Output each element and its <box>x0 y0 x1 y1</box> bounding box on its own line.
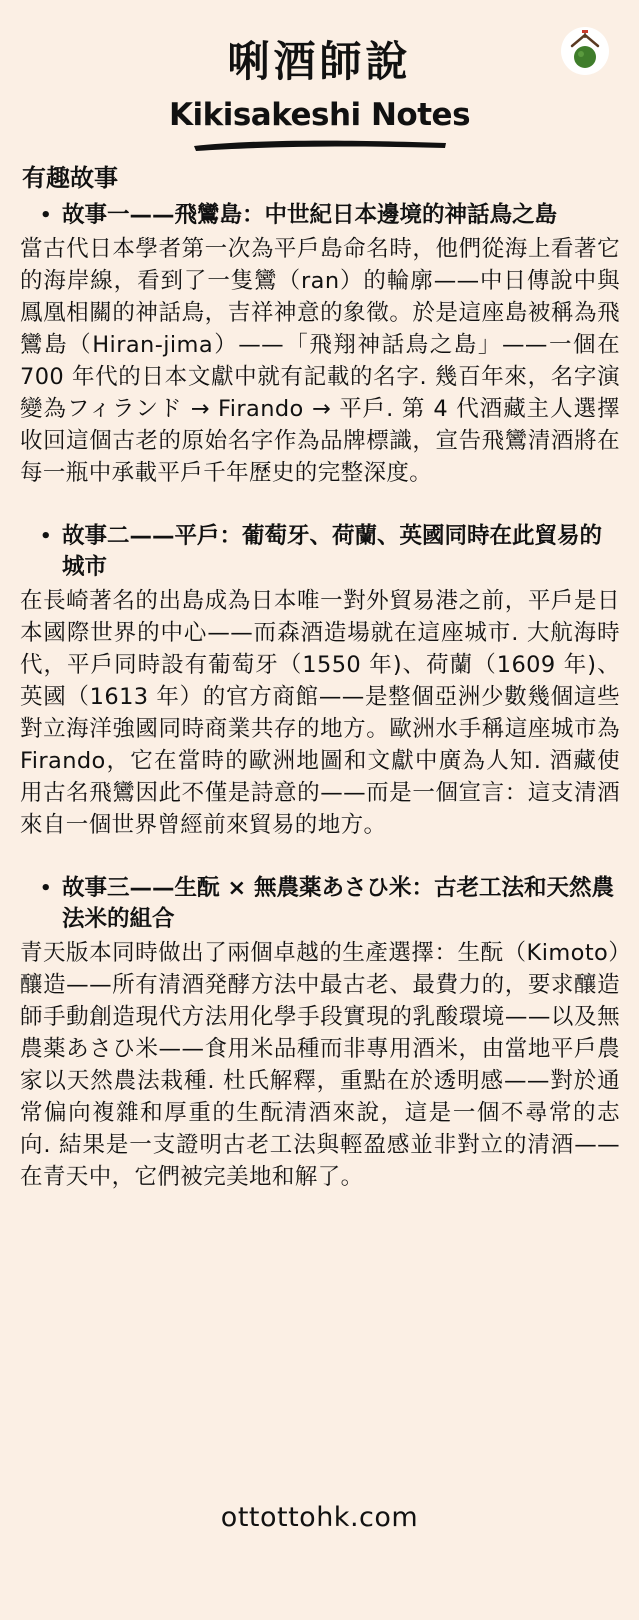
page-header <box>0 0 639 165</box>
story-3 <box>20 873 620 1193</box>
story-heading <box>20 521 620 583</box>
story-title: 故事三——生酛 × 無農薬あさひ米：古老工法和天然農法米的組合 <box>62 875 615 932</box>
bullet-icon: • <box>40 205 52 226</box>
story-2 <box>20 521 620 841</box>
story-body: 青天版本同時做出了兩個卓越的生產選擇：生酛（Kimoto）釀造——所有清酒発酵方法中最古老、最費力的，要求釀造師手動創造現代方法用化學手段實現的乳酸環境——以及無農薬あさひ米——食用米品種而非專用酒米，由當地平戶農家以天然農法栽種. 杜氏解釋，重點在於透明感——對於通常偏向複雜和厚重的生酛清酒來說，這是一個不尋常的志向. 結果是一支證明古老工法與輕盈感並非對立的清酒——在青天中，它們被完美地和解了。 <box>20 940 620 1190</box>
house-with-sake-ball-logo-icon <box>560 26 610 76</box>
story-title: 故事二——平戶：葡萄牙、荷蘭、英國同時在此貿易的城市 <box>62 523 603 580</box>
story-heading <box>20 200 620 231</box>
brush-stroke-underline-icon <box>190 136 450 154</box>
story-heading <box>20 873 620 935</box>
page-title: 唎酒師說 <box>227 37 412 86</box>
page-subtitle: Kikisakeshi Notes <box>168 97 471 133</box>
story-body: 在長崎著名的出島成為日本唯一對外貿易港之前，平戶是日本國際世界的中心——而森酒造場就在這座城市. 大航海時代，平戶同時設有葡萄牙（1550 年)、荷蘭（1609 年)、英國（1613 年）的官方商館——是整個亞洲少數幾個這些對立海洋強國同時商業共存的地方。歐洲水手稱這座城市為 Firando，它在當時的歐洲地圖和文獻中廣為人知. 酒藏使用古名飛鸞因此不僅是詩意的——而是一個宣言：這支清酒來自一個世界曾經前來貿易的地方。 <box>20 588 620 838</box>
bullet-icon: • <box>40 526 52 547</box>
website-link[interactable]: ottottohk.com <box>220 1502 419 1533</box>
story-body: 當古代日本學者第一次為平戶島命名時，他們從海上看著它的海岸線，看到了一隻鸞（ran）的輪廓——中日傳說中與鳳凰相關的神話鳥，吉祥神意的象徵。於是這座島被稱為飛鸞島（Hiran-jima）——「飛翔神話鳥之島」——一個在 700 年代的日本文獻中就有記載的名字. 幾百年來，名字演變為フィランド → Firando → 平戶. 第 4 代酒藏主人選擇收回這個古老的原始名字作為品牌標識，宣告飛鸞清酒將在每一瓶中承載平戶千年歷史的完整深度。 <box>20 236 620 486</box>
bullet-icon: • <box>40 878 52 899</box>
story-title: 故事一——飛鸞島：中世紀日本邊境的神話鳥之島 <box>62 202 558 228</box>
section-title: 有趣故事 <box>22 164 118 192</box>
content <box>20 160 620 1193</box>
story-1 <box>20 200 620 489</box>
